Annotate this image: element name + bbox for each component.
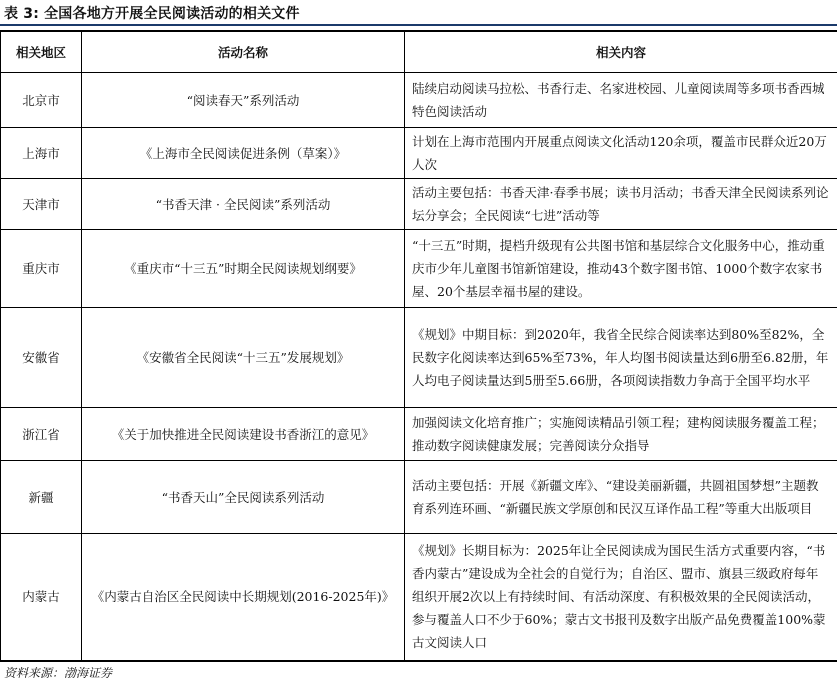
activity-cell: “阅读春天”系列活动 bbox=[82, 73, 405, 128]
region-cell: 北京市 bbox=[1, 73, 82, 128]
table-header-row bbox=[1, 31, 837, 73]
content-cell: 活动主要包括：书香天津·春季书展；读书月活动；书香天津全民阅读系列论坛分享会；全民阅读“七进”活动等 bbox=[405, 179, 837, 230]
activity-cell: 《安徽省全民阅读“十三五”发展规划》 bbox=[82, 308, 405, 408]
region-cell: 上海市 bbox=[1, 128, 82, 179]
activity-cell: 《关于加快推进全民阅读建设书香浙江的意见》 bbox=[82, 408, 405, 461]
header-region: 相关地区 bbox=[1, 31, 82, 73]
header-content: 相关内容 bbox=[405, 31, 837, 73]
region-cell: 浙江省 bbox=[1, 408, 82, 461]
table-row bbox=[1, 308, 837, 408]
activity-cell: 《内蒙古自治区全民阅读中长期规划(2016-2025年)》 bbox=[82, 534, 405, 661]
table-caption: 表 3: 全国各地方开展全民阅读活动的相关文件 bbox=[4, 6, 300, 22]
content-cell: 《规划》中期目标：到2020年，我省全民综合阅读率达到80%至82%，全民数字化阅读率达到65%至73%，年人均图书阅读量达到6册至6.82册，年人均电子阅读量达到5册至5.66册，各项阅读指数力争高于全国平均水平 bbox=[405, 308, 837, 408]
content-cell: 计划在上海市范围内开展重点阅读文化活动120余项，覆盖市民群众近20万人次 bbox=[405, 128, 837, 179]
region-cell: 重庆市 bbox=[1, 230, 82, 308]
table-row bbox=[1, 461, 837, 534]
source-note: 资料来源：渤海证券 bbox=[4, 666, 113, 680]
content-cell: “十三五”时期，提档升级现有公共图书馆和基层综合文化服务中心，推动重庆市少年儿童图书馆新馆建设，推动43个数字图书馆、1000个数字农家书屋、20个基层幸福书屋的建设。 bbox=[405, 230, 837, 308]
content-cell: 活动主要包括：开展《新疆文库》、“建设美丽新疆，共圆祖国梦想”主题教育系列连环画、“新疆民族文学原创和民汉互译作品工程”等重大出版项目 bbox=[405, 461, 837, 534]
table-row bbox=[1, 73, 837, 128]
reading-activities-table bbox=[0, 30, 837, 662]
table-row bbox=[1, 534, 837, 661]
region-cell: 天津市 bbox=[1, 179, 82, 230]
region-cell: 内蒙古 bbox=[1, 534, 82, 661]
table-row bbox=[1, 128, 837, 179]
activity-cell: 《重庆市“十三五”时期全民阅读规划纲要》 bbox=[82, 230, 405, 308]
region-cell: 安徽省 bbox=[1, 308, 82, 408]
content-cell: 陆续启动阅读马拉松、书香行走、名家进校园、儿童阅读周等多项书香西城特色阅读活动 bbox=[405, 73, 837, 128]
activity-cell: 《上海市全民阅读促进条例（草案）》 bbox=[82, 128, 405, 179]
activity-cell: “书香天津 · 全民阅读”系列活动 bbox=[82, 179, 405, 230]
content-cell: 《规划》长期目标为：2025年让全民阅读成为国民生活方式重要内容，“书香内蒙古”建设成为全社会的自觉行为；自治区、盟市、旗县三级政府每年组织开展2次以上有持续时间、有活动深度、有积极效果的全民阅读活动，参与覆盖人口不少于60%；蒙古文书报刊及数字出版产品免费覆盖100%蒙古文阅读人口 bbox=[405, 534, 837, 661]
region-cell: 新疆 bbox=[1, 461, 82, 534]
table-row bbox=[1, 179, 837, 230]
table-row bbox=[1, 230, 837, 308]
header-activity: 活动名称 bbox=[82, 31, 405, 73]
activity-cell: “书香天山”全民阅读系列活动 bbox=[82, 461, 405, 534]
table-row bbox=[1, 408, 837, 461]
caption-rule bbox=[0, 24, 837, 26]
content-cell: 加强阅读文化培育推广；实施阅读精品引领工程；建构阅读服务覆盖工程；推动数字阅读健康发展；完善阅读分众指导 bbox=[405, 408, 837, 461]
